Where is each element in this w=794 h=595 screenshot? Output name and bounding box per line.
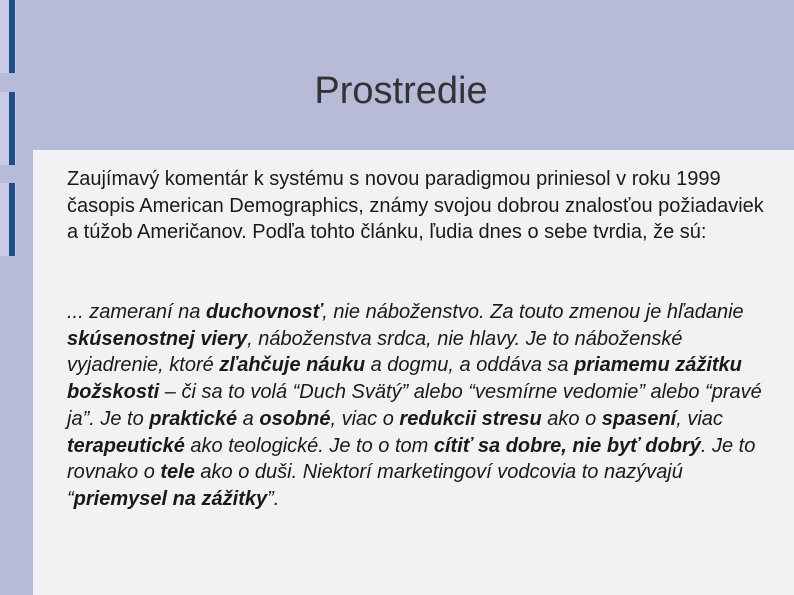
slide-title: Prostredie [314, 70, 488, 112]
decoration-segment [0, 0, 16, 73]
decoration-segment [0, 183, 16, 256]
quote-paragraph: ... zameraní na duchovnosť, nie náboženstvo. Za touto zmenou je hľadanie skúsenostnej viery, náboženstva srdca, nie hlavy. Je to náboženské vyjadrenie, ktoré zľahčuje náuku a dogmu, a oddáva sa priamemu zážitku božskosti – či sa to volá “Duch Svätý” alebo “vesmírne vedomie” alebo “pravé ja”. Je to praktické a osobné, viac o redukcii stresu ako o spasení, viac terapeutické ako teologické. Je to o tom cítiť sa dobre, nie byť dobrý. Je to rovnako o tele ako o duši. Niektorí marketingoví vodcovia to nazývajú “priemysel na zážitky”. [67, 301, 762, 510]
intro-paragraph: Zaujímavý komentár k systému s novou paradigmou priniesol v roku 1999 časopis American Demographics, známy svojou dobrou znalosťou požiadaviek a túžob Američanov. Podľa tohto článku, ľudia dnes o sebe tvrdia, že sú: [67, 168, 764, 244]
